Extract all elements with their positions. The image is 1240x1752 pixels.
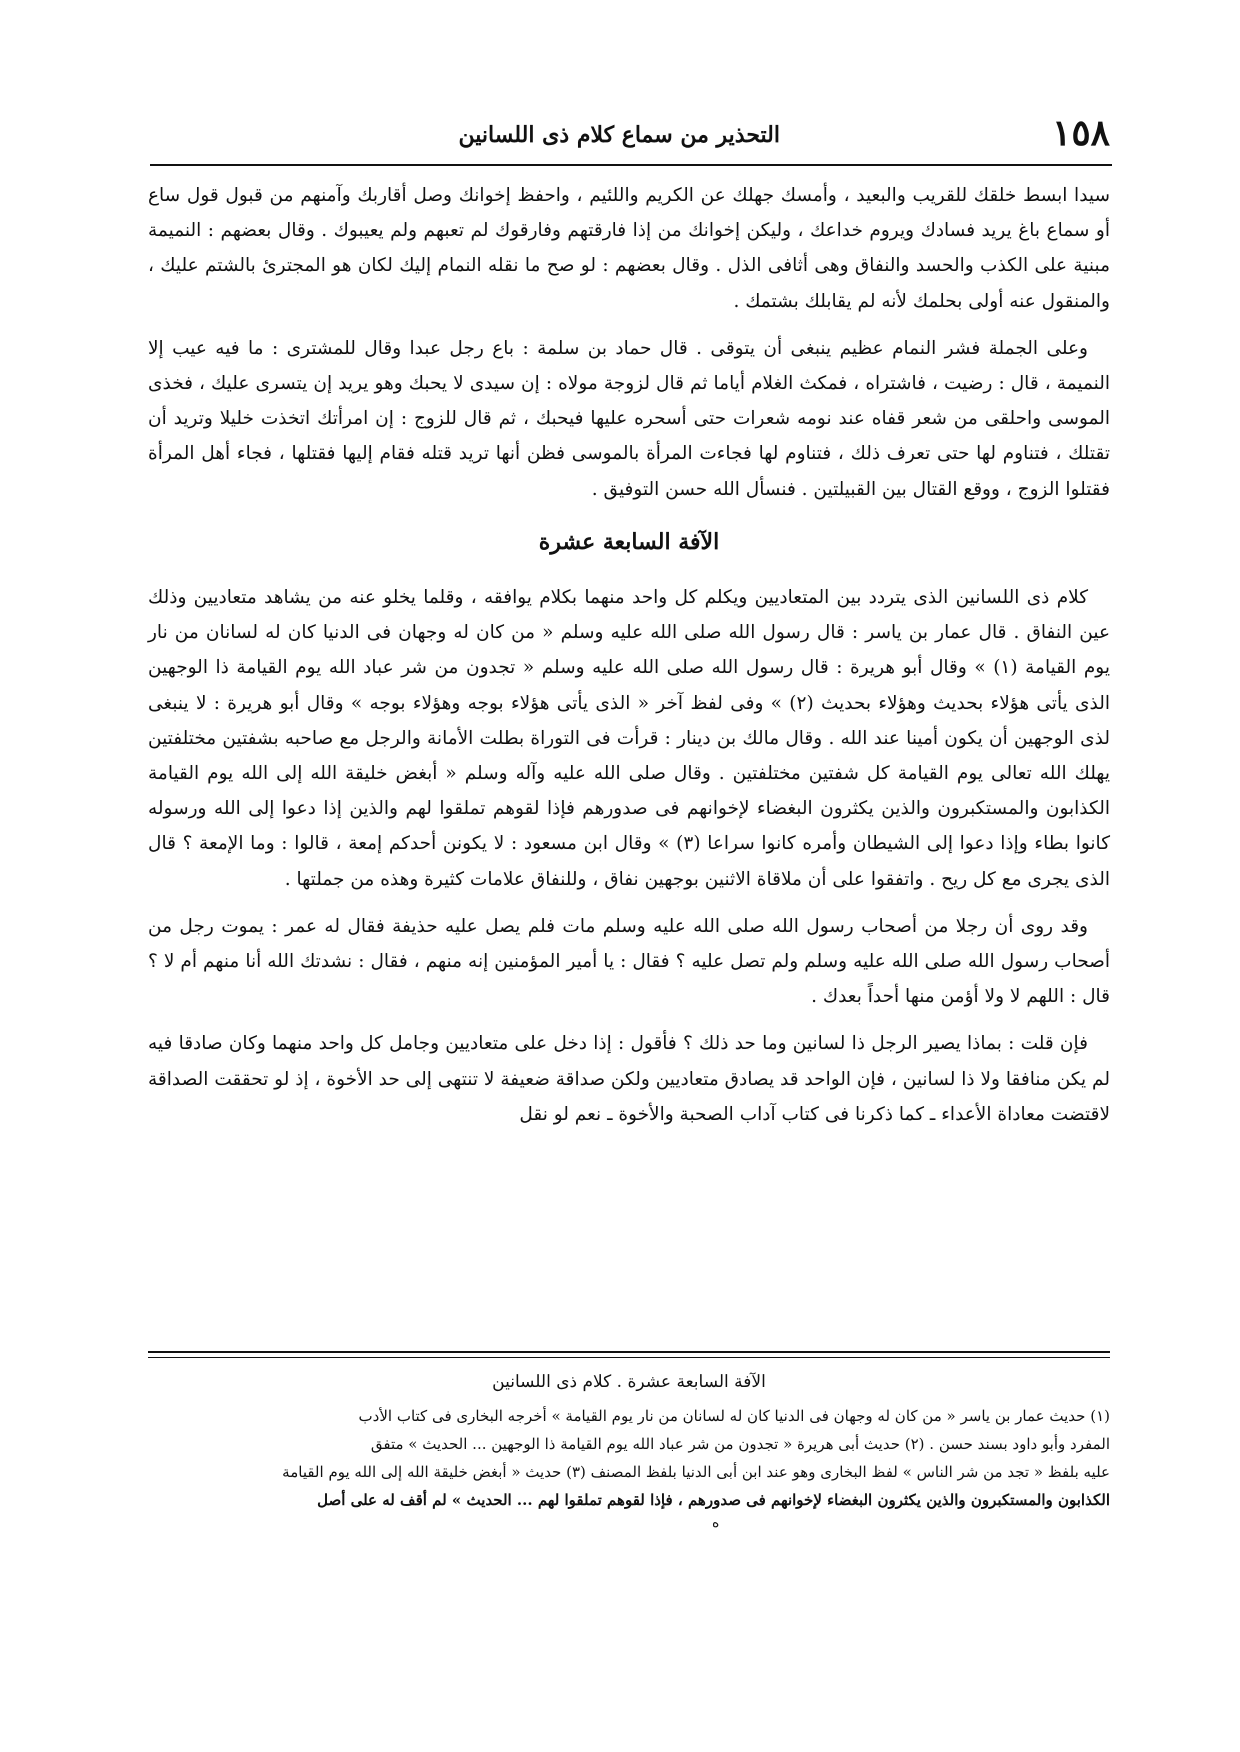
paragraph: سيدا ابسط خلقك للقريب والبعيد ، وأمسك جهلك عن الكريم واللئيم ، واحفظ إخوانك وصل أقاربك وآمنهم من قبول قول ساع أو سماع باغ يريد فسادك ويروم خداعك ، وليكن إخوانك من إذا فارقتهم وفارقوك لم تعبهم ولم يعيبوك . وقال بعضهم : النميمة مبنية على الكذب والحسد والنفاق وهى أثافى الذل . وقال بعضهم : لو صح ما نقله النمام إليك لكان هو المجترئ بالشتم عليك ، والمنقول عنه أولى بحلمك لأنه لم يقابلك بشتمك . [148,185,1110,312]
paragraph: وقد روى أن رجلا من أصحاب رسول الله صلى الله عليه وسلم مات فلم يصل عليه حذيفة فقال له عمر : يموت رجل من أصحاب رسول الله صلى الله عليه وسلم ولم تصل عليه ؟ فقال : يا أمير المؤمنين إنه منهم ، فقال : نشدتك الله أنا منهم أم لا ؟ قال : اللهم لا ولا أؤمن منها أحداً بعدك . [148,915,1110,1008]
running-title: التحذير من سماع كلام ذى اللسانين [458,122,780,148]
page-header [150,112,1110,162]
footnote-line: عليه بلفظ « تجد من شر الناس » لفظ البخارى وهو عند ابن أبى الدنيا بلفظ المصنف (٣) حديث « أبغض خليقة الله إلى الله يوم القيامة [282,1463,1110,1481]
footnote-line: الكذابون والمستكبرون والذين يكثرون البغضاء لإخوانهم فى صدورهم ، فإذا لقوهم تملقوا لهم ... الحديث » لم أقف له على أصل [317,1491,1110,1509]
paragraph: فإن قلت : بماذا يصير الرجل ذا لسانين وما حد ذلك ؟ فأقول : إذا دخل على متعاديين وجامل كل واحد منهما وكان صادقا فيه لم يكن منافقا ولا ذا لسانين ، فإن الواحد قد يصادق متعاديين ولكن صداقة ضعيفة لا تنتهى إلى حد الأخوة ، إذ لو تحققت الصداقة لاقتضت معاداة الأعداء ـ كما ذكرنا فى كتاب آداب الصحبة والأخوة ـ نعم لو نقل [148,1033,1110,1125]
page-number: ١٥٨ [1051,112,1110,154]
main-text [148,178,1110,1144]
paragraph: كلام ذى اللسانين الذى يتردد بين المتعاديين ويكلم كل واحد منهما بكلام يوافقه ، وقلما يخلو عنه من يشاهد متعاديين وذلك عين النفاق . قال عمار بن ياسر : قال رسول الله صلى الله عليه وسلم « من كان له وجهان فى الدنيا كان له لسانان من نار يوم القيامة (١) » وقال أبو هريرة : قال رسول الله صلى الله عليه وسلم « تجدون من شر عباد الله يوم القيامة ذا الوجهين الذى يأتى هؤلاء بحديث وهؤلاء بحديث (٢) » وفى لفظ آخر « الذى يأتى هؤلاء بوجه وهؤلاء بوجه » وقال أبو هريرة : لا ينبغى لذى الوجهين أن يكون أمينا عند الله . وقال مالك بن دينار : قرأت فى التوراة بطلت الأمانة والرجل مع صاحبه بشفتين مختلفتين يهلك الله تعالى يوم القيامة كل شفتين مختلفتين . وقال صلى الله عليه وآله وسلم « أبغض خليقة الله إلى الله يوم القيامة الكذابون والمستكبرون والذين يكثرون البغضاء لإخوانهم فى صدورهم فإذا لقوهم تملقوا لهم والذين إذا دعوا إلى الله ورسوله كانوا بطاء وإذا دعوا إلى الشيطان وأمره كانوا سراعا (٣) » وقال ابن مسعود : لا يكونن أحدكم إمعة ، قالوا : وما الإمعة ؟ قال الذى يجرى مع كل ريح . واتفقوا على أن ملاقاة الاثنين بوجهين نفاق ، وللنفاق علامات كثيرة وهذه من جملتها . [148,587,1110,890]
footnote-line: (١) حديث عمار بن ياسر « من كان له وجهان فى الدنيا كان له لسانان من نار يوم القيامة » أخرجه البخارى فى كتاب الأدب [358,1407,1110,1425]
footnote-heading: الآفة السابعة عشرة . كلام ذى اللسانين [492,1372,766,1392]
footnotes [148,1368,1110,1514]
printer-signature-mark: ه [712,1515,720,1531]
section-title: الآفة السابعة عشرة [538,528,720,555]
footnote-line: المفرد وأبو داود بسند حسن . (٢) حديث أبى هريرة « تجدون من شر عباد الله يوم القيامة ذا الوجهين ... الحديث » متفق [370,1435,1110,1453]
header-rule [150,164,1112,166]
paragraph: وعلى الجملة فشر النمام عظيم ينبغى أن يتوقى . قال حماد بن سلمة : باع رجل عبدا وقال للمشترى : ما فيه عيب إلا النميمة ، قال : رضيت ، فاشتراه ، فمكث الغلام أياما ثم قال لزوجة مولاه : إن سيدى لا يحبك وهو يريد إن يتسرى عليك ، فخذى الموسى واحلقى من شعر قفاه عند نومه شعرات حتى أسحره عليها فيحبك ، ثم قال للزوج : إن امرأتك اتخذت خليلا وتريد أن تقتلك ، فتناوم لها حتى تعرف ذلك ، فتناوم لها فجاءت المرأة بالموسى فظن أنها تريد قتله فقام إليها فقتلها ، فجاء أهل المرأة فقتلوا الزوج ، ووقع القتال بين القبيلتين . فنسأل الله حسن التوفيق . [148,337,1110,500]
footnote-rule [148,1351,1110,1353]
footnote-rule [148,1357,1110,1358]
